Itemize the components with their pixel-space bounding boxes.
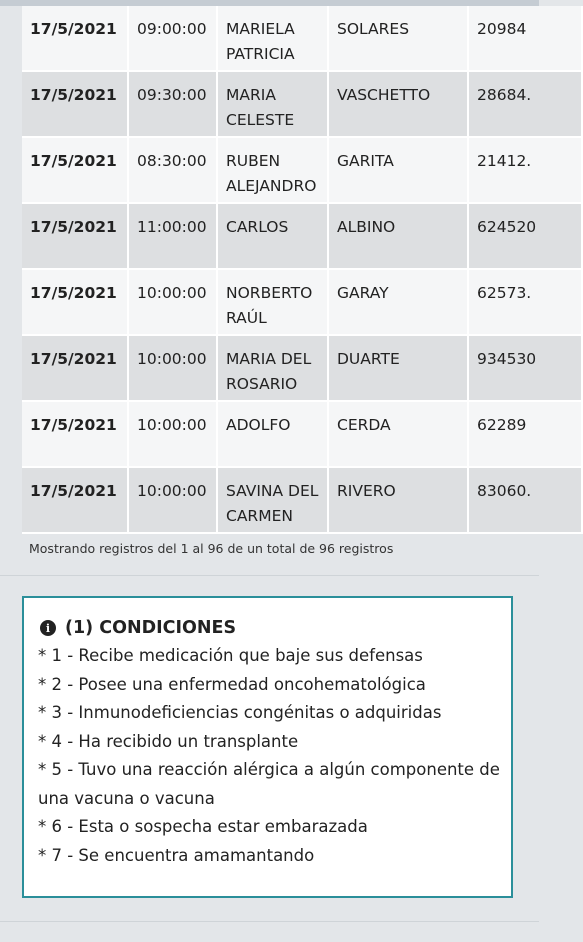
condition-item: * 3 - Inmunodeficiencias congénitas o adquiridas	[38, 703, 442, 722]
table-row	[22, 71, 582, 137]
table-row	[22, 467, 582, 533]
conditions-header	[38, 614, 511, 642]
condition-item: * 7 - Se encuentra amamantando	[38, 845, 315, 865]
cell-fecha: 17/5/2021	[22, 401, 128, 467]
table-row	[22, 203, 582, 269]
cell-dni: 21412.	[468, 137, 582, 203]
cell-apellido: ALBINO	[328, 203, 468, 269]
cell-dni: 624520	[468, 203, 582, 269]
cell-fecha: 17/5/2021	[22, 467, 128, 533]
cell-hora: 10:00:00	[128, 335, 217, 401]
section-divider	[0, 575, 539, 576]
condition-item: * 5 - Tuvo una reacción alérgica a algún componente de una vacuna o vacuna	[38, 760, 500, 808]
table-info: Mostrando registros del 1 al 96 de un total de 96 registros	[29, 541, 394, 556]
cell-apellido: GARAY	[328, 269, 468, 335]
condition-item: * 4 - Ha recibido un transplante	[38, 731, 299, 751]
cell-nombre: SAVINA DEL CARMEN	[217, 467, 328, 533]
table-row	[22, 335, 582, 401]
appointments-table	[22, 6, 583, 534]
table-row	[22, 401, 582, 467]
cell-fecha: 17/5/2021	[22, 137, 128, 203]
cell-dni: 83060.	[468, 467, 582, 533]
cell-nombre: NORBERTO RAÚL	[217, 269, 328, 335]
table-row	[22, 6, 582, 71]
cell-hora: 10:00:00	[128, 269, 217, 335]
cell-apellido: DUARTE	[328, 335, 468, 401]
cell-dni: 20984	[468, 6, 582, 71]
bottom-divider	[0, 921, 539, 922]
info-circle-icon: i	[40, 620, 56, 636]
cell-nombre: MARIA DEL ROSARIO	[217, 335, 328, 401]
cell-apellido: CERDA	[328, 401, 468, 467]
condition-item: * 6 - Esta o sospecha estar embarazada	[38, 817, 368, 836]
cell-fecha: 17/5/2021	[22, 71, 128, 137]
cell-nombre: CARLOS	[217, 203, 328, 269]
cell-nombre: RUBEN ALEJANDRO	[217, 137, 328, 203]
cell-fecha: 17/5/2021	[22, 6, 128, 71]
cell-dni: 28684.	[468, 71, 582, 137]
cell-apellido: VASCHETTO	[328, 71, 468, 137]
cell-hora: 09:30:00	[128, 71, 217, 137]
table-row	[22, 269, 582, 335]
cell-apellido: SOLARES	[328, 6, 468, 71]
cell-hora: 10:00:00	[128, 401, 217, 467]
cell-hora: 09:00:00	[128, 6, 217, 71]
condition-item: * 1 - Recibe medicación que baje sus defensas	[38, 646, 423, 665]
conditions-title: (1) CONDICIONES	[65, 618, 237, 638]
conditions-panel	[22, 596, 513, 898]
cell-nombre: ADOLFO	[217, 401, 328, 467]
table-row	[22, 137, 582, 203]
cell-nombre: MARIA CELESTE	[217, 71, 328, 137]
cell-dni: 62573.	[468, 269, 582, 335]
cell-dni: 62289	[468, 401, 582, 467]
cell-hora: 11:00:00	[128, 203, 217, 269]
cell-fecha: 17/5/2021	[22, 203, 128, 269]
cell-hora: 10:00:00	[128, 467, 217, 533]
cell-hora: 08:30:00	[128, 137, 217, 203]
condition-item: * 2 - Posee una enfermedad oncohematológica	[38, 674, 426, 694]
cell-nombre: MARIELA PATRICIA	[217, 6, 328, 71]
cell-dni: 934530	[468, 335, 582, 401]
cell-apellido: RIVERO	[328, 467, 468, 533]
cell-apellido: GARITA	[328, 137, 468, 203]
cell-fecha: 17/5/2021	[22, 269, 128, 335]
cell-fecha: 17/5/2021	[22, 335, 128, 401]
appointments-table-wrapper[interactable]	[22, 6, 537, 534]
